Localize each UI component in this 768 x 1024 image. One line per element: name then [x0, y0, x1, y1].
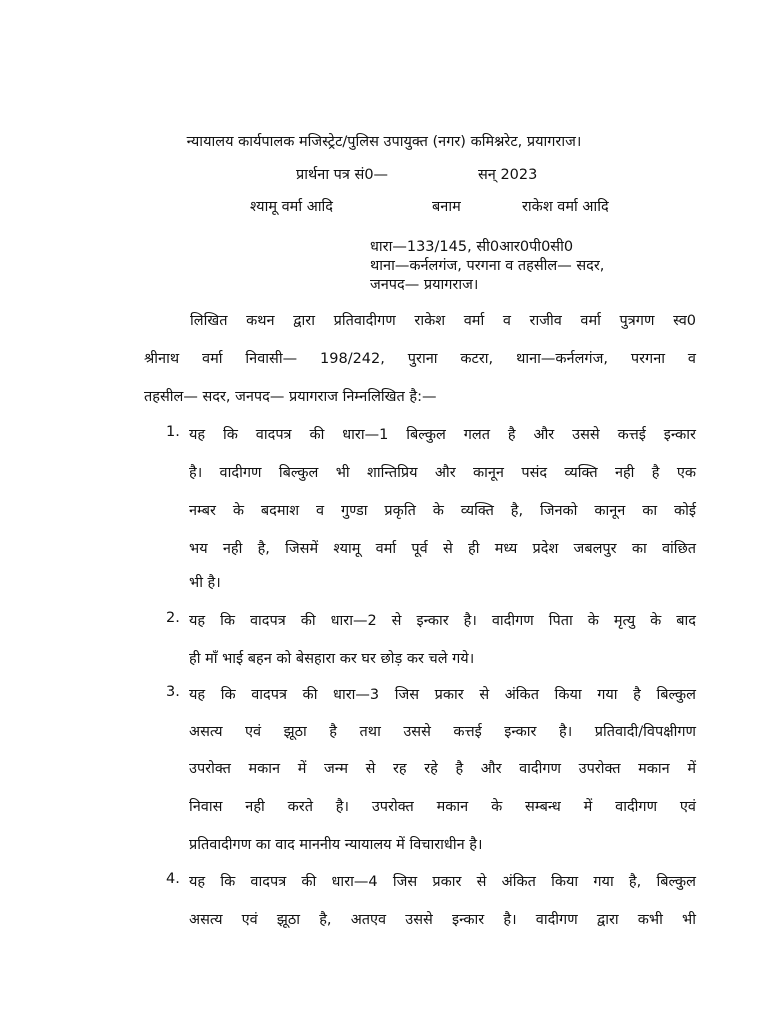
petition-number: प्रार्थना पत्र सं0— — [296, 167, 389, 183]
party-respondent: राकेश वर्मा आदि — [522, 199, 609, 215]
item-number: 1. — [166, 424, 180, 440]
item-line: उपरोक्त मकान में जन्म से रह रहे है और वादीगण उपरोक्त मकान में — [189, 761, 696, 777]
case-section: धारा—133/145, सी0आर0पी0सी0 — [370, 239, 574, 255]
item-line: प्रतिवादीगण का वाद माननीय न्यायालय में विचाराधीन है। — [189, 837, 483, 853]
item-line: ही माँ भाई बहन को बेसहारा कर घर छोड़ कर चले गये। — [189, 651, 475, 667]
intro-line: लिखित कथन द्वारा प्रतिवादीगण राकेश वर्मा व राजीव वर्मा पुत्रगण स्व0 — [190, 313, 696, 329]
item-line: नम्बर के बदमाश व गुण्डा प्रकृति के व्यक्ति है, जिनको कानून का कोई — [189, 503, 696, 519]
item-line: यह कि वादपत्र की धारा—3 जिस प्रकार से अंकित किया गया है बिल्कुल — [189, 687, 696, 703]
item-line: असत्य एवं झूठा है तथा उससे कत्तई इन्कार है। प्रतिवादी/विपक्षीगण — [189, 724, 696, 740]
versus-label: बनाम — [432, 199, 461, 215]
case-district: जनपद— प्रयागराज। — [370, 277, 479, 293]
petition-year: सन् 2023 — [478, 167, 538, 183]
item-number: 4. — [166, 871, 180, 887]
item-number: 2. — [166, 610, 180, 626]
item-line: यह कि वादपत्र की धारा—1 बिल्कुल गलत है और उससे कत्तई इन्कार — [189, 427, 696, 443]
item-line: भी है। — [189, 575, 221, 591]
item-line: भय नही है, जिसमें श्यामू वर्मा पूर्व से ही मध्य प्रदेश जबलपुर का वांछित — [189, 541, 696, 557]
item-line: यह कि वादपत्र की धारा—4 जिस प्रकार से अंकित किया गया है, बिल्कुल — [189, 874, 696, 890]
item-line: निवास नही करते है। उपरोक्त मकान के सम्बन्ध में वादीगण एवं — [189, 799, 696, 815]
item-line: असत्य एवं झूठा है, अतएव उससे इन्कार है। वादीगण द्वारा कभी भी — [189, 912, 696, 928]
item-line: यह कि वादपत्र की धारा—2 से इन्कार है। वादीगण पिता के मृत्यु के बाद — [189, 613, 696, 629]
party-petitioner: श्यामू वर्मा आदि — [250, 199, 333, 215]
item-number: 3. — [166, 684, 180, 700]
item-line: है। वादीगण बिल्कुल भी शान्तिप्रिय और कानून पसंद व्यक्ति नही है एक — [189, 465, 696, 481]
intro-line: श्रीनाथ वर्मा निवासी— 198/242, पुराना कटरा, थाना—कर्नलगंज, परगना व — [144, 351, 696, 367]
court-heading: न्यायालय कार्यपालक मजिस्ट्रेट/पुलिस उपायुक्त (नगर) कमिश्नरेट, प्रयागराज। — [186, 134, 582, 150]
case-thana: थाना—कर्नलगंज, परगना व तहसील— सदर, — [370, 258, 605, 274]
intro-line: तहसील— सदर, जनपद— प्रयागराज निम्नलिखित है:— — [144, 389, 437, 405]
